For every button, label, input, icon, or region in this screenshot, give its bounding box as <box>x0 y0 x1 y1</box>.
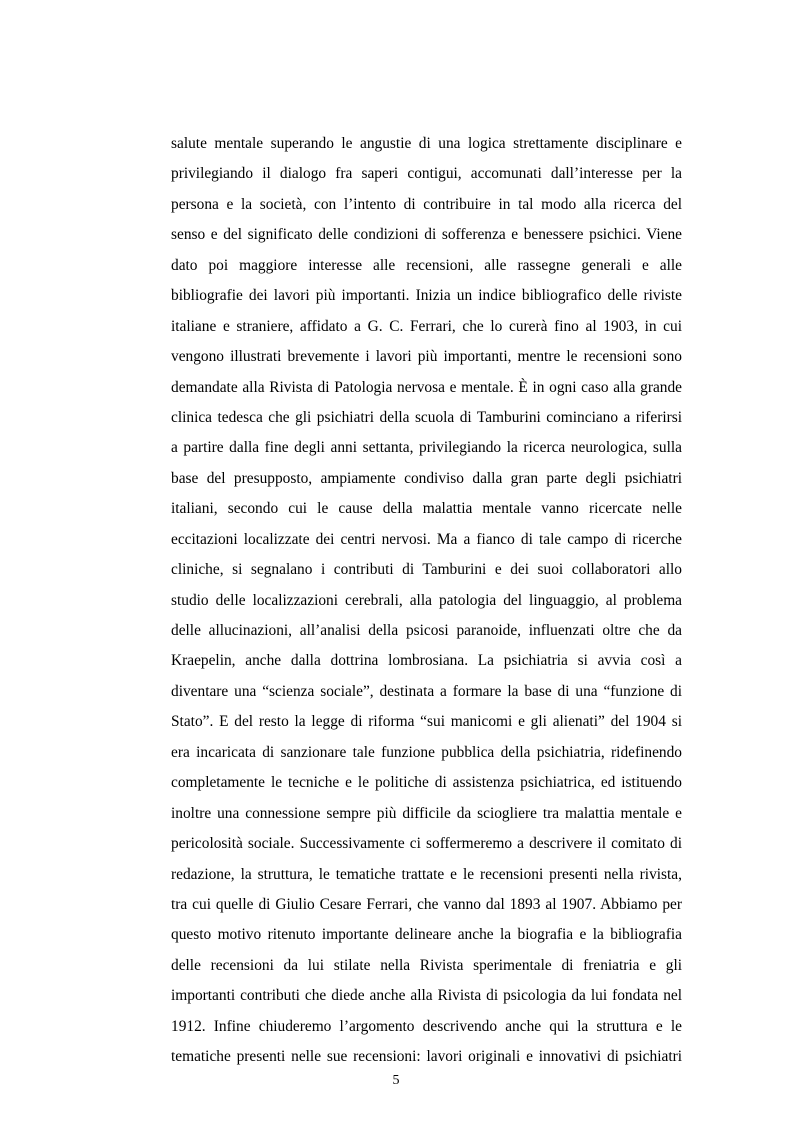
text-line: questo motivo ritenuto importante delineare anche la biografia e la bibliografia <box>171 926 682 944</box>
text-line: Kraepelin, anche dalla dottrina lombrosiana. La psichiatria si avvia così a <box>171 652 682 670</box>
text-line: tematiche presenti nelle sue recensioni: lavori originali e innovativi di psichiatri <box>171 1048 682 1066</box>
text-line: persona e la società, con l’intento di contribuire in tal modo alla ricerca del <box>171 195 682 213</box>
text-line: a partire dalla fine degli anni settanta, privilegiando la ricerca neurologica, sulla <box>171 439 682 457</box>
text-line: delle allucinazioni, all’analisi della psicosi paranoide, influenzati oltre che da <box>171 622 682 639</box>
text-line: italiani, secondo cui le cause della malattia mentale vanno ricercate nelle <box>171 500 682 518</box>
page-number: 5 <box>392 1073 400 1088</box>
text-line: inoltre una connessione sempre più difficile da sciogliere tra malattia mentale e <box>171 804 682 822</box>
text-line: dato poi maggiore interesse alle recensioni, alle rassegne generali e alle <box>171 256 682 274</box>
text-line: demandate alla Rivista di Patologia nervosa e mentale. È in ogni caso alla grande <box>171 378 682 396</box>
text-line: studio delle localizzazioni cerebrali, alla patologia del linguaggio, al problema <box>171 591 682 609</box>
text-line: completamente le tecniche e le politiche di assistenza psichiatrica, ed istituendo <box>171 774 682 792</box>
text-line: diventare una “scienza sociale”, destinata a formare la base di una “funzione di <box>171 682 682 700</box>
text-line: cliniche, si segnalano i contributi di Tamburini e dei suoi collaboratori allo <box>171 561 682 579</box>
text-line: clinica tedesca che gli psichiatri della scuola di Tamburini cominciano a riferirsi <box>171 408 682 426</box>
text-line: vengono illustrati brevemente i lavori più importanti, mentre le recensioni sono <box>171 348 682 366</box>
text-line: delle recensioni da lui stilate nella Rivista sperimentale di freniatria e gli <box>171 956 682 974</box>
text-line: salute mentale superando le angustie di una logica strettamente disciplinare e <box>171 135 682 152</box>
text-line: bibliografie dei lavori più importanti. Inizia un indice bibliografico delle riviste <box>171 287 682 305</box>
text-line: tra cui quelle di Giulio Cesare Ferrari, che vanno dal 1893 al 1907. Abbiamo per <box>171 895 682 913</box>
text-line: base del presupposto, ampiamente condiviso dalla gran parte degli psichiatri <box>171 469 682 487</box>
text-line: privilegiando il dialogo fra saperi contigui, accomunati dall’interesse per la <box>171 165 682 183</box>
text-line: senso e del significato delle condizioni di sofferenza e benessere psichici. Viene <box>171 226 682 244</box>
text-line: italiane e straniere, affidato a G. C. Ferrari, che lo curerà fino al 1903, in cui <box>171 317 682 335</box>
text-line: redazione, la struttura, le tematiche trattate e le recensioni presenti nella rivista, <box>171 865 682 883</box>
text-line: pericolosità sociale. Successivamente ci soffermeremo a descrivere il comitato di <box>171 835 682 853</box>
body-paragraph <box>171 129 682 1073</box>
text-line: Stato”. E del resto la legge di riforma “sui manicomi e gli alienati” del 1904 si <box>171 713 682 731</box>
text-line: importanti contributi che diede anche alla Rivista di psicologia da lui fondata nel <box>171 987 682 1005</box>
text-line: 1912. Infine chiuderemo l’argomento descrivendo anche qui la struttura e le <box>171 1017 682 1035</box>
text-line: eccitazioni localizzate dei centri nervosi. Ma a fianco di tale campo di ricerche <box>171 530 682 548</box>
text-line: era incaricata di sanzionare tale funzione pubblica della psichiatria, ridefinendo <box>171 743 682 761</box>
